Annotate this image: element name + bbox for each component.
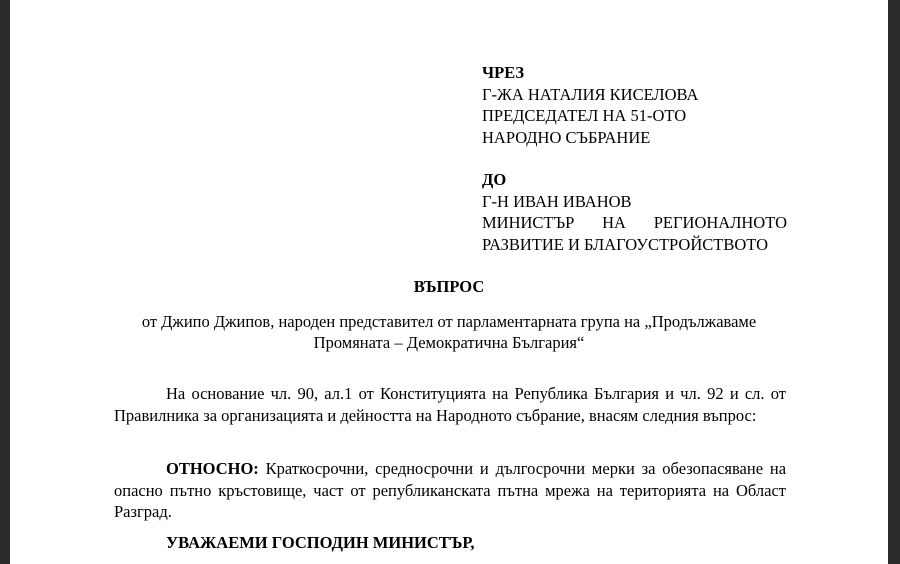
via-label: ЧРЕЗ [482,63,525,82]
to-block [482,169,787,255]
basis-text: На основание чл. 90, ал.1 от Конституцията на Република България и чл. 92 и сл. от Правилника за организацията и дейността на Народното събрание, внасям следния въпрос: [114,384,786,425]
document-page [10,0,888,564]
viewer-left-edge [0,0,10,564]
subject-label: ОТНОСНО: [166,459,259,478]
basis-paragraph [114,383,786,426]
subject-paragraph [114,458,786,523]
salutation: УВАЖАЕМИ ГОСПОДИН МИНИСТЪР, [166,533,475,552]
subject-text: Краткосрочни, средносрочни и дългосрочни мерки за обезопасяване на опасно пътно кръстовище, част от републиканската пътна мрежа на територията на Област Разград. [114,459,787,521]
to-name: Г-Н ИВАН ИВАНОВ [482,191,632,211]
to-label: ДО [482,170,507,189]
via-institution: НАРОДНО СЪБРАНИЕ [482,127,651,147]
question-from-line2: Промяната – Демократична България“ [313,333,585,352]
viewer-right-edge [888,0,900,564]
via-position: ПРЕДСЕДАТЕЛ НА 51-ОТО [482,106,687,125]
to-ministry: РАЗВИТИЕ И БЛАГОУСТРОЙСТВОТО [482,234,769,254]
question-from-line1: от Джипо Джипов, народен представител от парламентарната група на „Продължаваме [141,312,757,331]
subject-content [114,458,786,523]
to-position: МИНИСТЪР НА РЕГИОНАЛНОТО [482,213,787,232]
via-block [482,62,787,148]
via-name: Г-ЖА НАТАЛИЯ КИСЕЛОВА [482,84,699,104]
question-title: ВЪПРОС [413,277,485,296]
